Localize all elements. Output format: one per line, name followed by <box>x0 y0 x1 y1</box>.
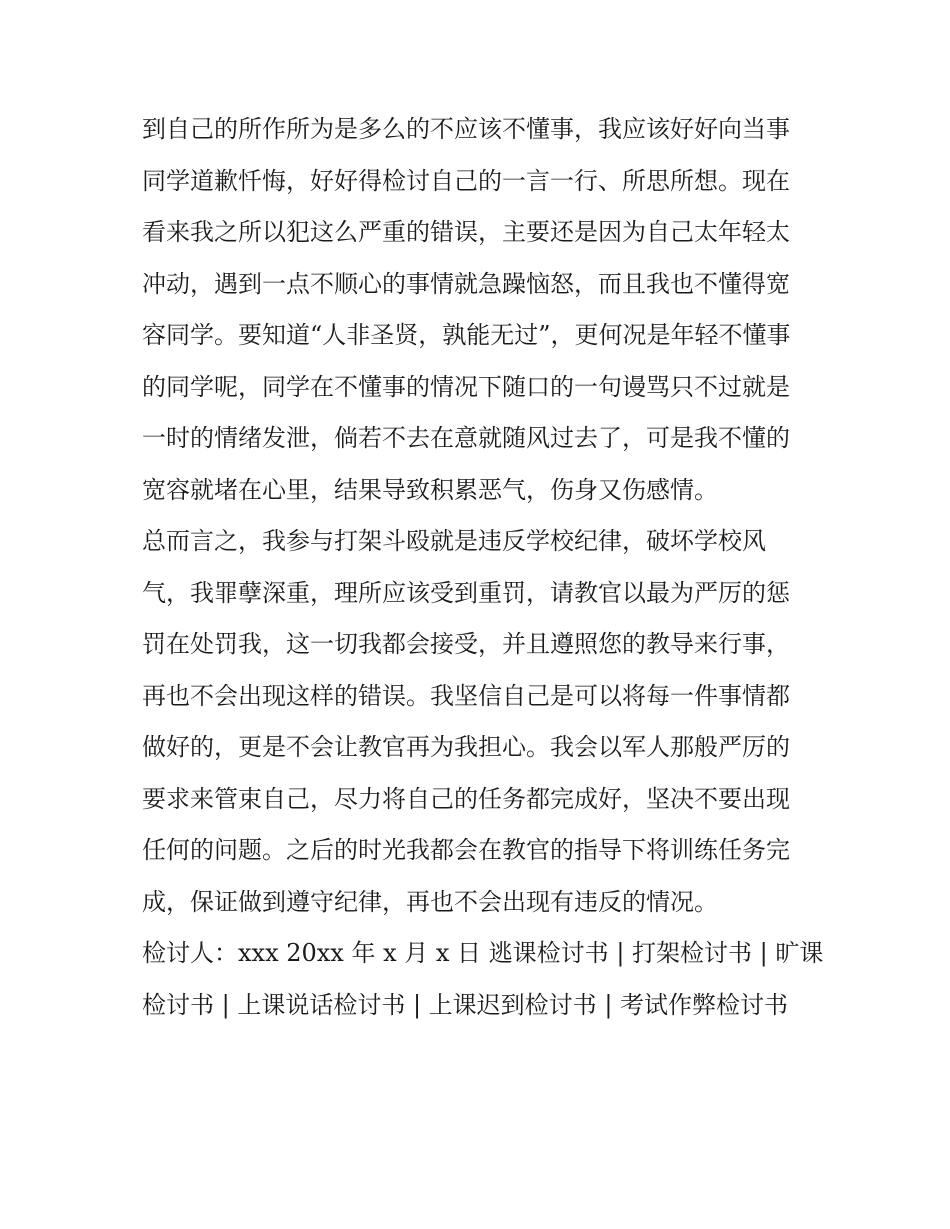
text-line: 成，保证做到遵守纪律，再也不会出现有违反的情况。 <box>142 887 718 916</box>
text-line: 检讨人：xxx 20xx 年 x 月 x 日 逃课检讨书 | 打架检讨书 | 旷课 <box>142 939 824 967</box>
text-line: 做好的，更是不会让教官再为我担心。我会以军人那般严厉的 <box>142 733 790 761</box>
text-line: 宽容就堵在心里，结果导致积累恶气，伤身又伤感情。 <box>142 475 718 504</box>
text-line: 同学道歉忏悔，好好得检讨自己的一言一行、所思所想。现在 <box>142 166 790 195</box>
text-line: 的同学呢，同学在不懂事的情况下随口的一句谩骂只不过就是 <box>142 372 790 401</box>
text-line: 罚在处罚我，这一切我都会接受，并且遵照您的教导来行事， <box>142 630 790 658</box>
text-line: 冲动，遇到一点不顺心的事情就急躁恼怒，而且我也不懂得宽 <box>142 269 790 298</box>
text-line: 到自己的所作所为是多么的不应该不懂事，我应该好好向当事 <box>142 115 790 143</box>
text-line: 一时的情绪发泄，倘若不去在意就随风过去了，可是我不懂的 <box>142 424 790 452</box>
paragraph-signature <box>142 928 824 1031</box>
text-line: 检讨书 | 上课说话检讨书 | 上课迟到检讨书 | 考试作弊检讨书 <box>142 990 789 1019</box>
text-line: 总而言之，我参与打架斗殴就是违反学校纪律，破坏学校风 <box>142 527 766 555</box>
document-body <box>142 104 824 1031</box>
paragraph-reflection <box>142 104 814 516</box>
text-line: 看来我之所以犯这么严重的错误，主要还是因为自己太年轻太 <box>142 218 790 246</box>
paragraph-conclusion <box>142 516 814 928</box>
text-line: 再也不会出现这样的错误。我坚信自己是可以将每一件事情都 <box>142 681 790 710</box>
text-line: 任何的问题。之后的时光我都会在教官的指导下将训练任务完 <box>142 836 790 864</box>
text-line: 容同学。要知道“人非圣贤，孰能无过”，更何况是年轻不懂事 <box>142 321 791 349</box>
text-line: 气，我罪孽深重，理所应该受到重罚，请教官以最为严厉的惩 <box>142 578 790 607</box>
text-line: 要求来管束自己，尽力将自己的任务都完成好，坚决不要出现 <box>142 784 790 813</box>
